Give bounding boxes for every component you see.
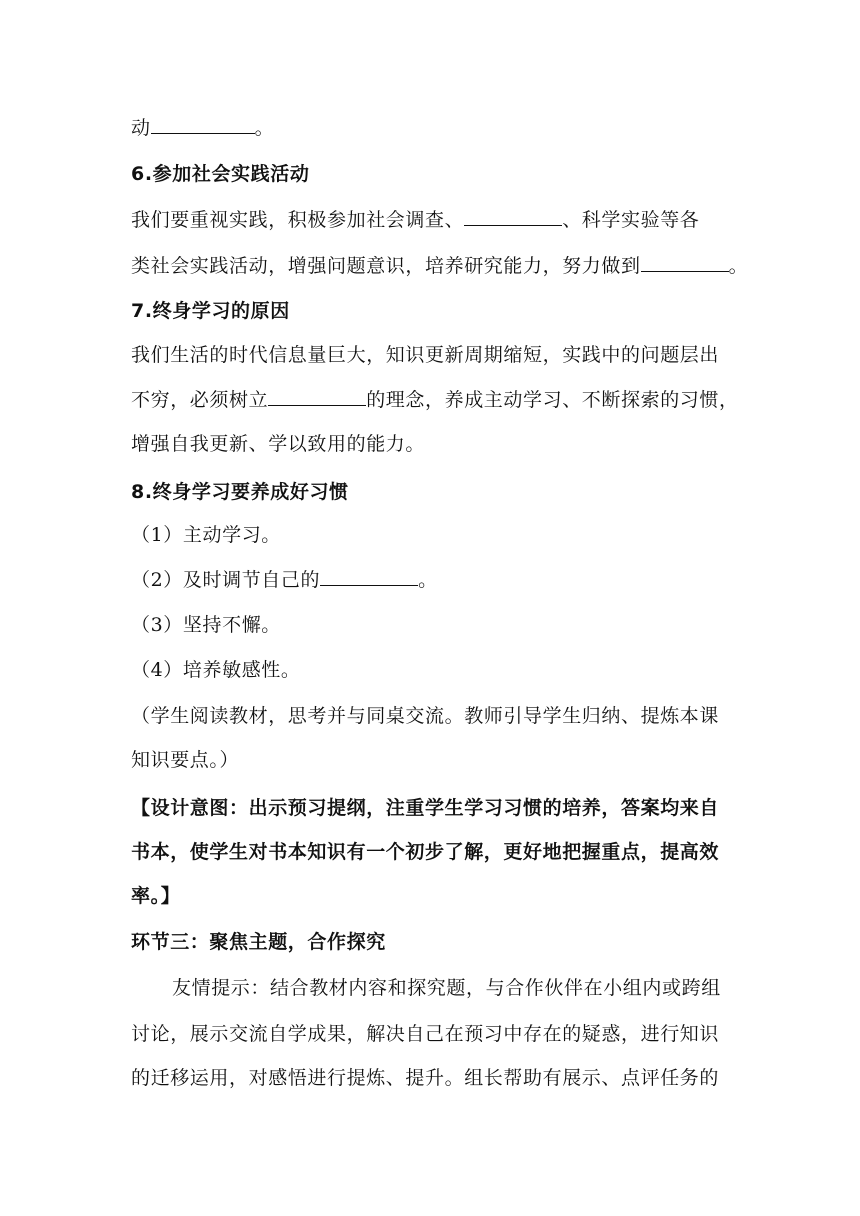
design-intent: 书本，使学生对书本知识有一个初步了解，更好地把握重点，提高效 [131,841,720,863]
text-segment: 我们要重视实践，积极参加社会调查、 [131,209,465,231]
text-segment: 。 [728,255,749,277]
text-segment: （2）及时调节自己的 [131,569,321,591]
text-line [131,206,699,234]
fill-blank [268,387,366,406]
section-7-heading: 7.终身学习的原因 [131,300,290,322]
list-item: （4）培养敏感性。 [131,659,301,681]
text-segment: 动 [131,117,151,139]
list-item: （1）主动学习。 [131,524,281,546]
text-line: 增强自我更新、学以致用的能力。 [131,433,426,455]
list-item [131,566,438,594]
section-6-heading: 6.参加社会实践活动 [131,163,310,185]
design-intent: 率。】 [131,885,181,907]
text-segment: 。 [418,569,438,591]
stage-3-heading: 环节三：聚焦主题，合作探究 [131,931,386,953]
text-line [131,252,748,280]
text-line: 讨论，展示交流自学成果，解决自己在预习中存在的疑惑，进行知识 [131,1023,720,1045]
text-line: 知识要点。） [131,749,240,771]
section-8-heading: 8.终身学习要养成好习惯 [131,481,349,503]
text-segment: 。 [254,117,275,139]
text-line [131,386,739,414]
fill-blank [320,567,418,586]
text-segment: 类社会实践活动，增强问题意识，培养研究能力，努力做到 [131,255,641,277]
text-line: 友情提示：结合教材内容和探究题，与合作伙伴在小组内或跨组 [172,977,721,999]
fill-blank [641,253,729,272]
text-line: 我们生活的时代信息量巨大，知识更新周期缩短，实践中的问题层出 [131,344,720,366]
text-segment: 的理念，养成主动学习、不断探索的习惯， [366,389,739,411]
text-line: （学生阅读教材，思考并与同桌交流。教师引导学生归纳、提炼本课 [131,705,720,727]
fill-blank [464,207,562,226]
text-segment: 不穷，必须树立 [131,389,269,411]
list-item: （3）坚持不懈。 [131,614,281,636]
design-intent: 【设计意图：出示预习提纲，注重学生学习习惯的培养，答案均来自 [131,797,720,819]
text-segment: 、科学实验等各 [562,209,700,231]
text-line: 的迁移运用，对感悟进行提炼、提升。组长帮助有展示、点评任务的 [131,1067,720,1089]
text-line [131,114,274,142]
fill-blank [151,115,255,134]
